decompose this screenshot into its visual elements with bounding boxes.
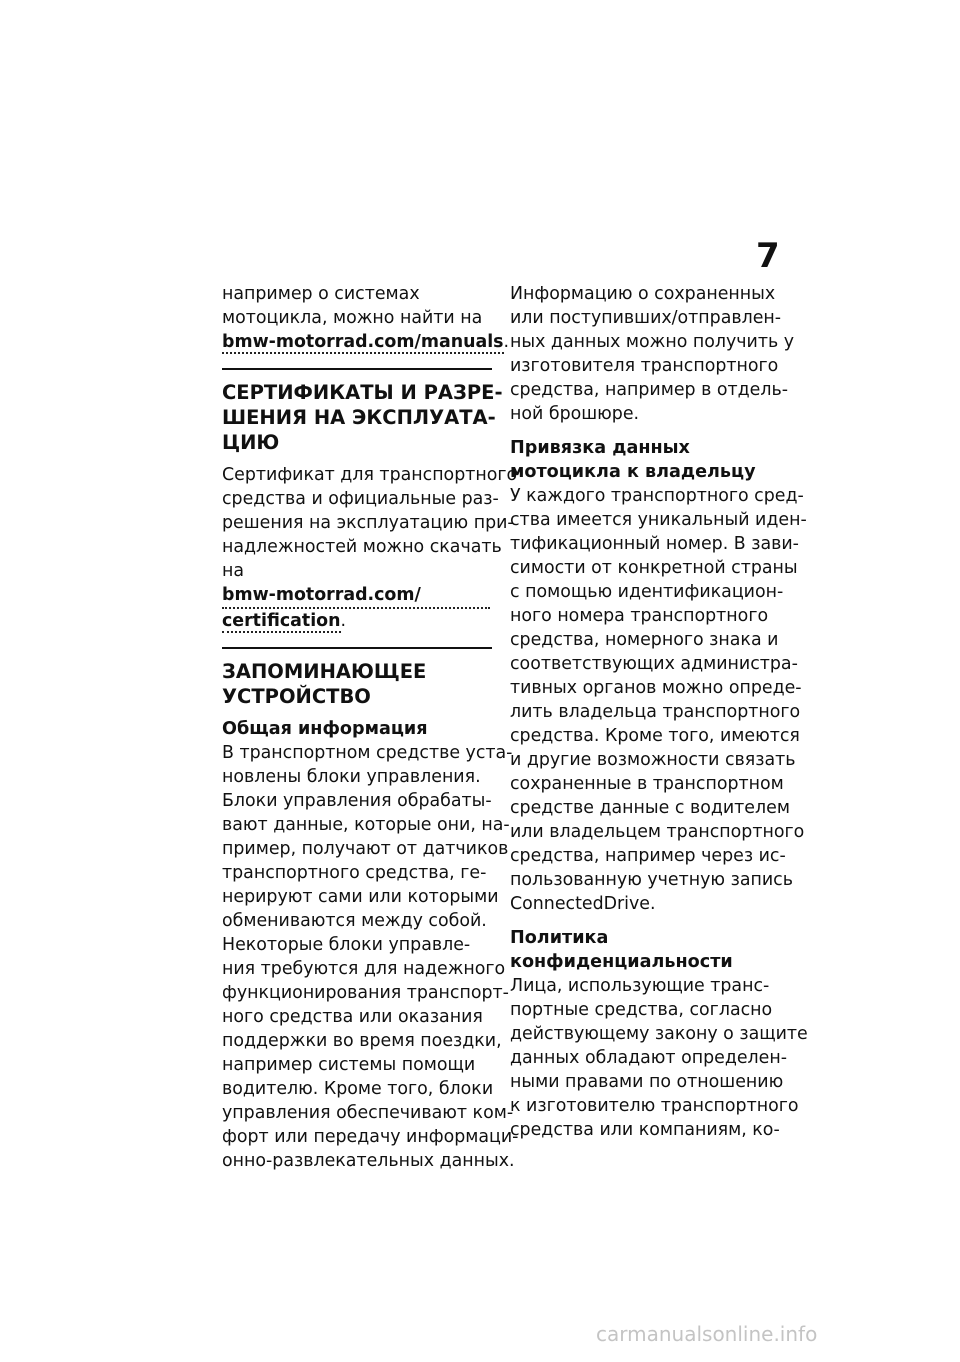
text-line: изготовителя транспортного: [510, 356, 779, 376]
text-line: средства, номерного знака и: [510, 630, 779, 650]
text-line: новлены блоки управления.: [222, 767, 481, 787]
heading-line: ШЕНИЯ НА ЭКСПЛУАТА-: [222, 406, 496, 429]
heading-line: Политика: [510, 928, 609, 948]
text-line: ства имеется уникальный иден-: [510, 510, 807, 530]
certificates-section: [222, 368, 518, 633]
page-number: 7: [756, 236, 780, 276]
text-line: Блоки управления обрабаты-: [222, 791, 492, 811]
text-line: транспортного средства, ге-: [222, 863, 487, 883]
text-line: пользованную учетную запись: [510, 870, 793, 890]
text-line: средства и официальные раз-: [222, 489, 499, 509]
text-line: поддержки во время поездки,: [222, 1031, 502, 1051]
text-line: ными правами по отношению: [510, 1072, 784, 1092]
intro-text: [222, 282, 510, 354]
text-line: функционирования транспорт-: [222, 983, 509, 1003]
text-line: средства, например в отдель-: [510, 380, 789, 400]
data-binding-heading: [510, 436, 780, 484]
heading-line: СЕРТИФИКАТЫ И РАЗРЕ-: [222, 381, 503, 404]
general-info-subheading: Общая информация: [222, 719, 428, 739]
text-line: к изготовителю транспортного: [510, 1096, 799, 1116]
text-line: средства. Кроме того, имеются: [510, 726, 800, 746]
text-line: вают данные, которые они, на-: [222, 815, 510, 835]
text-line: нерируют сами или которыми: [222, 887, 499, 907]
text-line: действующему закону о защите: [510, 1024, 808, 1044]
text-line: мотоцикла, можно найти на: [222, 308, 483, 328]
memory-heading: [222, 659, 492, 709]
certificates-heading: [222, 380, 503, 455]
text-line: тификационный номер. В зави-: [510, 534, 799, 554]
certificates-body: [222, 463, 518, 633]
data-binding-body: [510, 484, 807, 916]
text-line: форт или передачу информаци-: [222, 1127, 519, 1147]
text-line: например системы помощи: [222, 1055, 476, 1075]
stored-data-text: [510, 282, 795, 426]
text-line: средства, например через ис-: [510, 846, 786, 866]
text-line: надлежностей можно скачать: [222, 537, 502, 557]
text-line: лить владельца транспортного: [510, 702, 801, 722]
text-line: ного средства или оказания: [222, 1007, 483, 1027]
heading-line: УСТРОЙСТВО: [222, 685, 371, 708]
certification-link-part2[interactable]: certification: [222, 611, 341, 631]
certification-link-part1[interactable]: bmw-motorrad.com/: [222, 583, 490, 609]
text-line: управления обеспечивают ком-: [222, 1103, 514, 1123]
link-suffix: .: [503, 332, 510, 352]
heading-line: ЦИЮ: [222, 431, 280, 454]
privacy-heading: [510, 926, 780, 974]
text-line: Некоторые блоки управле-: [222, 935, 471, 955]
text-line: данных обладают определен-: [510, 1048, 788, 1068]
text-line: Сертификат для транспортного: [222, 465, 518, 485]
heading-line: Привязка данных: [510, 438, 690, 458]
text-line: средстве данные с водителем: [510, 798, 790, 818]
text-line: или поступивших/отправлен-: [510, 308, 782, 328]
memory-body: [222, 741, 519, 1173]
link-suffix: .: [340, 611, 347, 631]
text-line: водителю. Кроме того, блоки: [222, 1079, 494, 1099]
text-line: онно-развлекательных данных.: [222, 1151, 515, 1171]
text-line: тивных органов можно опреде-: [510, 678, 802, 698]
text-line: симости от конкретной страны: [510, 558, 798, 578]
text-line: В транспортном средстве уста-: [222, 743, 513, 763]
text-line: соответствующих администра-: [510, 654, 798, 674]
certification-link-line2: [222, 609, 492, 633]
text-line: портные средства, согласно: [510, 1000, 773, 1020]
text-line: ного номера транспортного: [510, 606, 769, 626]
text-line: например о системах: [222, 284, 420, 304]
manuals-link-line: [222, 330, 510, 354]
text-line: средства или компаниям, ко-: [510, 1120, 780, 1140]
text-line: решения на эксплуатацию при-: [222, 513, 514, 533]
memory-section: [222, 647, 519, 1173]
watermark: carmanualsonline.info: [596, 1322, 818, 1346]
text-line: ной брошюре.: [510, 404, 640, 424]
heading-line: ЗАПОМИНАЮЩЕЕ: [222, 660, 427, 683]
left-column: [222, 282, 519, 1173]
heading-line: конфиденциальности: [510, 952, 733, 972]
privacy-body: [510, 974, 808, 1142]
text-line: пример, получают от датчиков: [222, 839, 509, 859]
text-line: ния требуются для надежного: [222, 959, 506, 979]
text-line: ных данных можно получить у: [510, 332, 795, 352]
text-line: сохраненные в транспортном: [510, 774, 784, 794]
text-line: с помощью идентификацион-: [510, 582, 784, 602]
heading-line: мотоцикла к владельцу: [510, 462, 756, 482]
text-line: У каждого транспортного сред-: [510, 486, 804, 506]
text-line: обмениваются между собой.: [222, 911, 487, 931]
text-line: на: [222, 561, 245, 581]
right-column: [510, 282, 808, 1142]
text-line: и другие возможности связать: [510, 750, 796, 770]
text-line: Лица, использующие транс-: [510, 976, 770, 996]
manuals-link[interactable]: bmw-motorrad.com/manuals: [222, 332, 504, 352]
text-line: ConnectedDrive.: [510, 894, 656, 914]
text-line: Информацию о сохраненных: [510, 284, 776, 304]
text-line: или владельцем транспортного: [510, 822, 805, 842]
